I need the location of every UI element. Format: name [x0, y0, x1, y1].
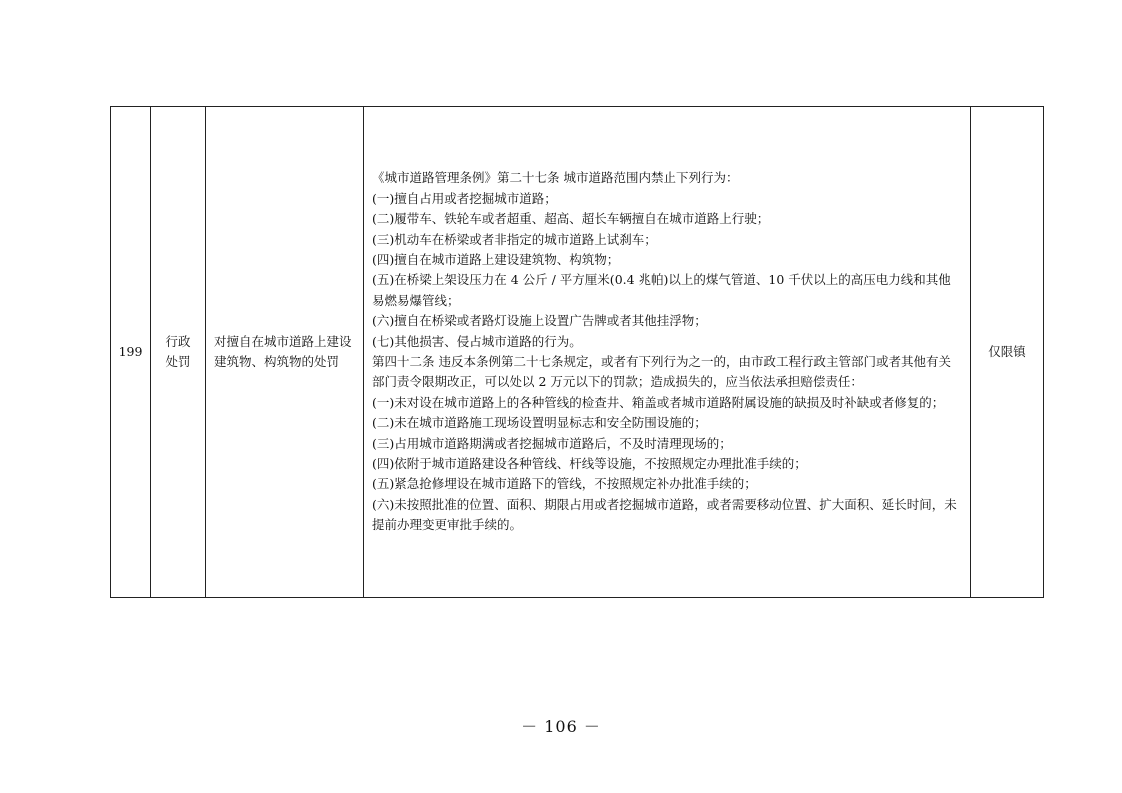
penalty-type-cell — [151, 107, 206, 598]
penalty-type-line-1: 行政 — [165, 333, 191, 349]
page-number: － 106 － — [521, 717, 601, 736]
penalty-table — [110, 106, 1044, 598]
basis-line: (四)依附于城市道路建设各种管线、杆线等设施，不按照规定办理批准手续的； — [372, 456, 807, 472]
basis-line: (二)未在城市道路施工现场设置明显标志和安全防围设施的； — [372, 415, 707, 431]
basis-line: (一)擅自占用或者挖掘城市道路； — [372, 190, 557, 206]
penalty-type-line-2: 处罚 — [165, 354, 191, 369]
basis-line: (一)未对设在城市道路上的各种管线的检查井、箱盖或者城市道路附属设施的缺损及时补缺或者修复的； — [372, 394, 945, 410]
basis-line: (七)其他损害、侵占城市道路的行为。 — [372, 333, 582, 349]
basis-line: (二)履带车、铁轮车或者超重、超高、超长车辆擅自在城市道路上行驶； — [372, 211, 770, 227]
basis-line: (三)机动车在桥梁或者非指定的城市道路上试刹车； — [372, 231, 657, 247]
legal-basis-cell — [364, 107, 971, 598]
item-name-cell: 对擅自在城市道路上建设建筑物、构筑物的处罚 — [206, 107, 364, 598]
basis-line: (六)未按照批准的位置、面积、期限占用或者挖掘城市道路，或者需要移动位置、扩大面积、延长时间，未提前办理变更审批手续的。 — [372, 496, 957, 533]
basis-line: (三)占用城市道路期满或者挖掘城市道路后，不及时清理现场的； — [372, 435, 732, 451]
basis-line: (五)在桥梁上架设压力在 4 公斤 / 平方厘米(0.4 兆帕)以上的煤气管道、10 千伏以上的高压电力线和其他易燃易爆管线； — [372, 272, 951, 308]
basis-line: (四)擅自在城市道路上建设建筑物、构筑物； — [372, 251, 620, 267]
basis-line: 《城市道路管理条例》第二十七条 城市道路范围内禁止下列行为： — [372, 170, 739, 186]
item-number-cell: 199 — [111, 107, 151, 598]
basis-line: 第四十二条 违反本条例第二十七条规定，或者有下列行为之一的，由市政工程行政主管部门或者其他有关部门责令限期改正，可以处以 2 万元以下的罚款；造成损失的，应当依法承担赔偿责任： — [372, 354, 951, 390]
scope-cell: 仅限镇 — [971, 107, 1044, 598]
basis-line: (六)擅自在桥梁或者路灯设施上设置广告牌或者其他挂浮物； — [372, 313, 707, 329]
basis-line: (五)紧急抢修埋设在城市道路下的管线，不按照规定补办批准手续的； — [372, 476, 757, 492]
table-row — [111, 107, 1044, 598]
